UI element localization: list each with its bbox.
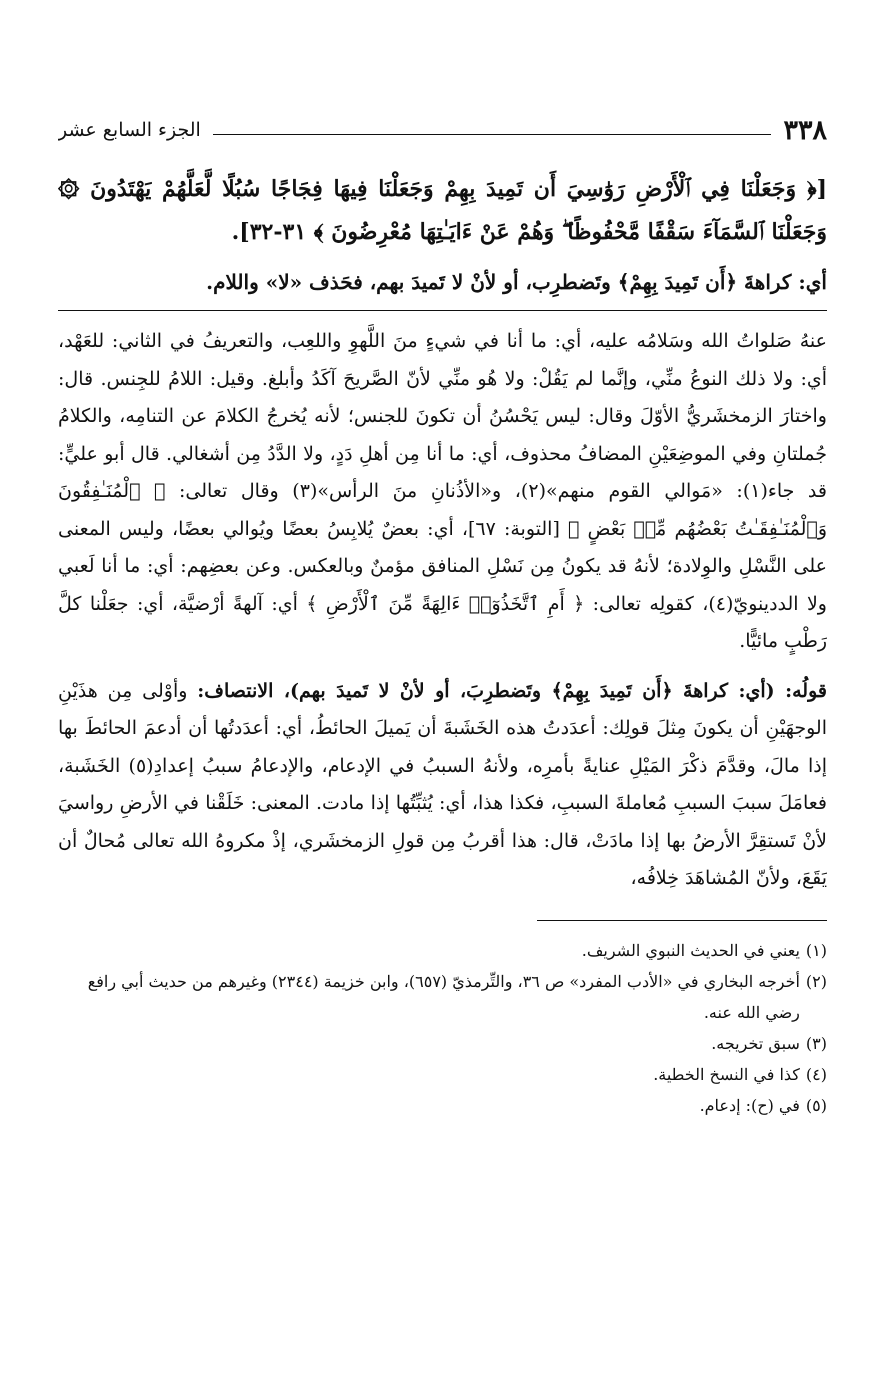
commentary-heading: أي: كراهةَ ﴿أَن تَمِيدَ بِهِمْ﴾ وتَضطرِب، أو لأنْ لا تَميدَ بهم، فحَذف «لا» واللام. (58, 264, 827, 311)
footnote-text: يعني في الحديث النبوي الشريف. (581, 940, 800, 960)
footnotes (58, 935, 827, 1121)
footnote-number: (٤) (805, 1064, 827, 1084)
footnote-number: (٥) (805, 1095, 827, 1115)
footnote-number: (١) (805, 940, 827, 960)
footnote-item (58, 1028, 827, 1059)
body-paragraph-2 (58, 673, 827, 898)
footnote-text: سبق تخريجه. (711, 1033, 800, 1053)
page-number: ٣٣٨ (783, 114, 827, 146)
footnote-item (58, 1059, 827, 1090)
quran-verse: [﴿ وَجَعَلْنَا فِي ٱلْأَرْضِ رَوَٰسِيَ أَن تَمِيدَ بِهِمْ وَجَعَلْنَا فِيهَا فِجَاجًا سُبُلًا لَّعَلَّهُمْ يَهْتَدُونَ ۞ وَجَعَلْنَا ٱلسَّمَآءَ سَقْفًا مَّحْفُوظًا ۖ وَهُمْ عَنْ ءَايَـٰتِهَا مُعْرِضُونَ ﴾ ٣١-٣٢]. (58, 176, 827, 245)
footnote-separator (537, 920, 827, 921)
footnote-item (58, 1090, 827, 1121)
footnote-item (58, 966, 827, 1028)
footnote-number: (٢) (805, 971, 827, 991)
paragraph-text: وأوْلى مِن هذَيْنِ الوجهَيْنِ أن يكونَ مِثلَ قولِك: أعدَدتُ هذه الخَشَبةَ أن يَميلَ الحائطُ، أي: أعدَدتُها أن أدعمَ الحائطَ بها إذا مالَ، وقدَّمَ ذكْرَ المَيْلِ عنايةً بأمرِه، ولأنهُ السببُ في الإدعام، والإدعامُ سببُ إعدادِ(٥) الخَشَبة، فعامَلَ سببَ السببِ مُعاملةَ السببِ، فكذا هذا، أي: يُثبِّتُها إذا مادت. المعنى: خَلَقْنا في الأرضِ رواسيَ لأنْ تَستقِرَّ الأرضُ بها إذا مادَتْ، قال: هذا أقربُ مِن قولِ الزمخشَري، إذْ مكروهُ الله تعالى مُحالٌ أن يَقَعَ، ولأنّ المُشاهَدَ خِلافُه، (58, 679, 827, 889)
footnote-text: أخرجه البخاري في «الأدب المفرد» ص ٣٦، والتِّرمذيّ (٦٥٧)، وابن خزيمة (٢٣٤٤) وغيرهم من حديث أبي رافع رضي الله عنه. (87, 971, 800, 1022)
header-rule (213, 134, 772, 135)
footnote-item (58, 935, 827, 966)
running-head: الجزء السابع عشر (58, 119, 201, 141)
body-paragraph-1: عنهُ صَلواتُ الله وسَلامُه عليه، أي: ما أنا في شيءٍ منَ اللَّهوِ واللعِب، والتعريفُ في الثاني: للعَهْد، أي: ولا ذلك النوعُ منِّي، وإنَّما لم يَقُلْ: ولا هُو منِّي لأنّ الصَّريحَ آكَدُ وأبلغ. وقيل: اللامُ للجِنس. قال: واختارَ الزمخشَريُّ الأوّلَ وقال: ليس يَحْسُنُ أن تكونَ للجنس؛ لأنه يُخرجُ الكلامَ عن التنامِه، والكلامُ جُملتانِ وفي الموضِعَيْنِ المضافُ محذوف، أي: ما أنا مِن أهلِ دَدٍ، ولا الدَّدُ مِن أشغالي. قال أبو عليٍّ: قد جاء(١): «مَوالي القوم منهم»(٢)، و«الأذُنانِ منَ الرأس»(٣) وقال تعالى: ﴿ ٱلْمُنَـٰفِقُونَ وَٱلْمُنَـٰفِقَـٰتُ بَعْضُهُم مِّنۢ بَعْضٍ ﴾ [التوبة: ٦٧]، أي: بعضٌ يُلابِسُ بعضًا ويُوالي بعضًا، وليس المعنى على النَّسْلِ والوِلادة؛ لأنهُ قد يكونُ مِن نَسْلِ المنافق مؤمنٌ وبالعكس. وعن بعضِهم: أي: ما أنا لَعبي ولا الددينويّ(٤)، كقولِه تعالى: ﴿ أَمِ ٱتَّخَذُوٓا۟ ءَالِهَةً مِّنَ ٱلْأَرْضِ ﴾ أي: آلهةً أرْضيَّة، أي: جعَلْنا كلَّ رَطْبٍ مائيًّا. (58, 330, 827, 652)
footnote-number: (٣) (805, 1033, 827, 1053)
book-page (58, 110, 827, 1350)
footnote-text: كذا في النسخ الخطية. (653, 1064, 800, 1084)
footnote-text: في (ح): إدعام. (699, 1095, 800, 1115)
page-header (58, 110, 827, 150)
paragraph-lead: قولُه: (أي: كراهةَ ﴿أَن تَمِيدَ بِهِمْ﴾ وتَضطرِبَ، أو لأنْ لا تَميدَ بهم)، الانتصاف: (197, 679, 827, 702)
